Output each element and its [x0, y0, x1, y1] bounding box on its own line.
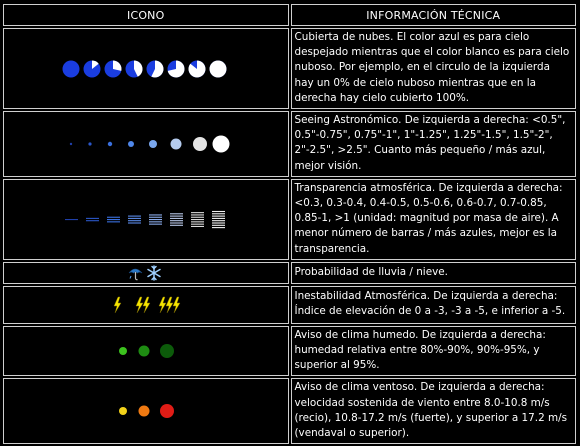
wind-dot-1 [119, 407, 127, 415]
row-text: Inestabilidad Atmosférica. De izquierda a derecha: Índice de elevación de 0 a -3, -3 a -5, e inferior a -5. [291, 286, 577, 324]
cloud-cover-circle [188, 60, 205, 77]
wind-dot-3 [160, 404, 174, 418]
row-wind [3, 378, 576, 444]
seeing-dot [170, 138, 181, 149]
row-text: Aviso de clima ventoso. De izquierda a derecha: velocidad sostenida de viento entre 8.0-10.8 m/s (recio), 10.8-17.2 m/s (fuerte), y superior a 17.2 m/s (vendaval o superior). [291, 378, 577, 444]
transparency-bar-group [212, 211, 225, 228]
seeing-dot [193, 137, 207, 151]
seeing-dot [149, 140, 157, 148]
transparency-bar-group [191, 212, 204, 227]
umbrella-snowflake-icon [126, 264, 166, 282]
seeing-dots-icon [61, 132, 231, 156]
header-icon: ICONO [3, 4, 289, 26]
header-info: INFORMACIÓN TÉCNICA [291, 4, 577, 26]
legend-table [1, 2, 578, 446]
transparency-bar-group [149, 215, 162, 225]
snowflake-icon [148, 266, 160, 280]
humidity-dot-3 [160, 344, 174, 358]
lightning-bolt-group [159, 297, 180, 313]
cloud-cover-circle [167, 60, 184, 77]
lightning-bolts-icon [106, 295, 186, 315]
row-text: Aviso de clima humedo. De izquierda a derecha: humedad relativa entre 80%-90%, 90%-95%, y superior al 95%. [291, 326, 577, 377]
header-row [3, 4, 576, 26]
transparency-bar-group [128, 216, 141, 224]
seeing-dot [128, 141, 134, 147]
row-seeing [3, 111, 576, 177]
row-text: Seeing Astronómico. De izquierda a derecha: <0.5", 0.5"-0.75", 0.75"-1", 1"-1.25", 1.25"-1.5", 1.5"-2", 2"-2.5", >2.5". Cuanto más pequeño / más azul, mejor visión. [291, 111, 577, 177]
lightning-bolt-group [136, 297, 150, 313]
seeing-dot [88, 142, 91, 145]
wind-dots-icon [111, 402, 181, 420]
humidity-dot-2 [138, 346, 149, 357]
transparency-bar-group [107, 217, 120, 223]
cloud-cover-circle [146, 60, 163, 77]
seeing-dot [108, 142, 112, 146]
row-precipitation [3, 262, 576, 284]
cloud-cover-circles-icon [61, 57, 231, 81]
cloud-cover-circle [104, 60, 121, 77]
row-transparency [3, 179, 576, 260]
wind-dot-2 [138, 406, 149, 417]
cloud-cover-circle [209, 60, 226, 77]
transparency-bars-icon [61, 209, 231, 229]
seeing-dot [70, 143, 72, 145]
transparency-bar-group [65, 219, 78, 220]
umbrella-icon [129, 269, 142, 280]
row-cloud-cover [3, 28, 576, 109]
row-text: Probabilidad de lluvia / nieve. [291, 262, 577, 284]
cloud-cover-circle [62, 60, 79, 77]
green-dots-icon [111, 342, 181, 360]
humidity-dot-1 [119, 347, 127, 355]
cloud-cover-circle [83, 60, 100, 77]
row-instability [3, 286, 576, 324]
row-text: Transparencia atmosférica. De izquierda a derecha: <0.3, 0.3-0.4, 0.4-0.5, 0.5-0.6, 0.6-0.7, 0.7-0.85, 0.85-1, >1 (unidad: magnitud por masa de aire). A menor número de barras / más azules, mejor es la transparencia. [291, 179, 577, 260]
row-humidity [3, 326, 576, 377]
lightning-bolt-group [114, 297, 121, 313]
seeing-dot [212, 135, 229, 152]
row-text: Cubierta de nubes. El color azul es para cielo despejado mientras que el color blanco es para cielo nuboso. Por ejemplo, en el circulo de la izquierda hay un 0% de cielo nuboso mientras que en la derecha hay cielo cubierto 100%. [291, 28, 577, 109]
transparency-bar-group [170, 214, 183, 227]
transparency-bar-group [86, 218, 99, 221]
cloud-cover-circle [125, 60, 142, 77]
